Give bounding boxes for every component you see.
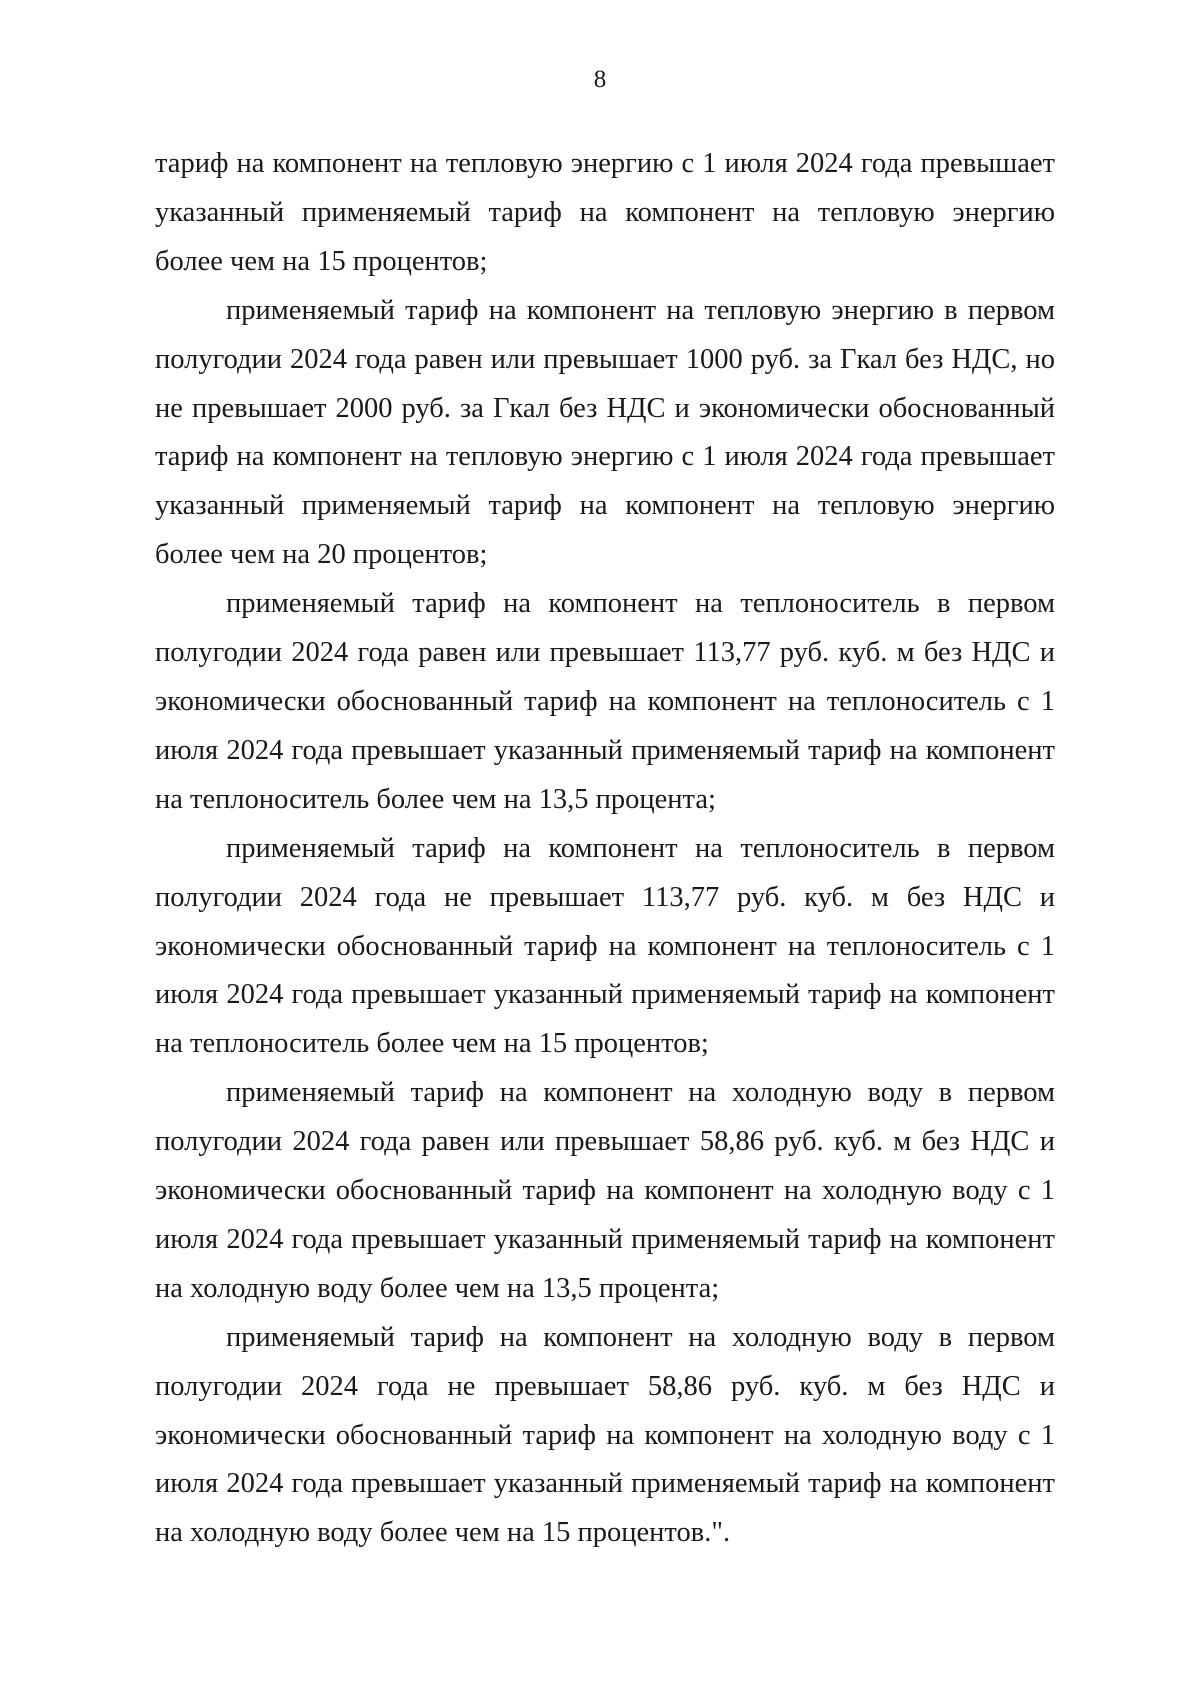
paragraph-cold-water-above-threshold: применяемый тариф на компонент на холодную воду в первом полугодии 2024 года равен или превышает 58,86 руб. куб. м без НДС и экономически обоснованный тариф на компонент на холодную воду с 1 июля 2024 года превышает указанный применяемый тариф на компонент на холодную воду более чем на 13,5 процента;: [155, 1077, 1055, 1304]
paragraph-continuation: тариф на компонент на тепловую энергию с 1 июля 2024 года превышает указанный применяемый тариф на компонент на тепловую энергию более чем на 15 процентов;: [155, 148, 1055, 277]
document-body: [155, 140, 1055, 1558]
page-number: 8: [593, 66, 607, 93]
paragraph-heat-carrier-below-threshold: применяемый тариф на компонент на теплоноситель в первом полугодии 2024 года не превышает 113,77 руб. куб. м без НДС и экономически обоснованный тариф на компонент на теплоноситель с 1 июля 2024 года превышает указанный применяемый тариф на компонент на теплоноситель более чем на 15 процентов;: [155, 832, 1055, 1060]
paragraph-heat-carrier-above-threshold: применяемый тариф на компонент на теплоноситель в первом полугодии 2024 года равен или превышает 113,77 руб. куб. м без НДС и экономически обоснованный тариф на компонент на теплоноситель с 1 июля 2024 года превышает указанный применяемый тариф на компонент на теплоноситель более чем на 13,5 процента;: [155, 588, 1055, 815]
paragraph-cold-water-below-threshold: применяемый тариф на компонент на холодную воду в первом полугодии 2024 года не превышает 58,86 руб. куб. м без НДС и экономически обоснованный тариф на компонент на холодную воду с 1 июля 2024 года превышает указанный применяемый тариф на компонент на холодную воду более чем на 15 процентов.".: [155, 1321, 1055, 1549]
paragraph-heat-energy-1000-2000: применяемый тариф на компонент на тепловую энергию в первом полугодии 2024 года равен или превышает 1000 руб. за Гкал без НДС, но не превышает 2000 руб. за Гкал без НДС и экономически обоснованный тариф на компонент на тепловую энергию с 1 июля 2024 года превышает указанный применяемый тариф на компонент на тепловую энергию более чем на 20 процентов;: [155, 294, 1055, 571]
